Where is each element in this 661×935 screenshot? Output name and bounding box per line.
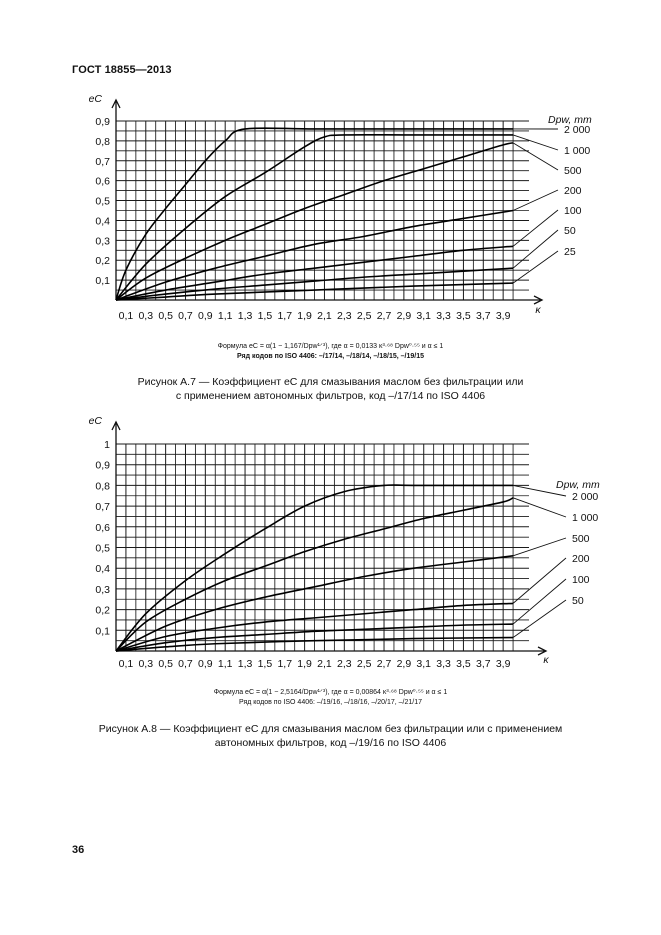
- y-axis-label: eC: [88, 93, 102, 105]
- series-legend-title: Dpw, mm: [548, 114, 592, 126]
- y-tick-label: 0,4: [95, 215, 110, 228]
- x-axis-label: κ: [543, 654, 549, 666]
- x-tick-label: 3,5: [456, 310, 471, 322]
- series-label: 2 000: [572, 491, 599, 503]
- y-tick-label: 0,8: [95, 480, 110, 493]
- series-label: 1 000: [564, 145, 591, 157]
- y-tick-label: 0,9: [95, 459, 110, 472]
- x-tick-label: 3,3: [436, 310, 451, 322]
- x-tick-label: 1,1: [217, 658, 233, 670]
- x-tick-label: 0,7: [178, 658, 193, 670]
- y-tick-label: 0,7: [95, 155, 110, 168]
- y-tick-label: 0,4: [95, 563, 110, 576]
- x-tick-label: 0,9: [198, 658, 213, 670]
- x-tick-label: 2,9: [396, 310, 412, 322]
- y-tick-label: 0,7: [95, 501, 110, 514]
- y-axis-label: eC: [88, 415, 102, 427]
- x-tick-label: 2,7: [376, 658, 392, 670]
- grid-2: [116, 444, 529, 651]
- series-label: 2 000: [564, 124, 591, 136]
- series-legend-title: Dpw, mm: [556, 479, 600, 491]
- y-tick-label: 0,5: [95, 542, 110, 555]
- y-tick-label: 1: [104, 439, 110, 451]
- y-tick-label: 0,1: [95, 625, 110, 638]
- series-label: 100: [564, 205, 582, 217]
- leader-line: [513, 600, 566, 638]
- x-tick-label: 1,9: [297, 310, 312, 322]
- x-tick-label: 0,7: [178, 310, 193, 322]
- series-label: 25: [564, 246, 576, 258]
- x-tick-label: 1,5: [257, 658, 273, 670]
- x-tick-label: 3,7: [475, 658, 491, 670]
- x-tick-label: 2,9: [396, 658, 412, 670]
- x-tick-label: 3,1: [416, 658, 432, 670]
- x-tick-label: 1,3: [237, 310, 253, 322]
- series-label: 1 000: [572, 512, 599, 524]
- x-tick-label: 2,3: [337, 658, 352, 670]
- x-tick-label: 0,5: [158, 310, 173, 322]
- x-tick-label: 0,1: [118, 658, 134, 670]
- leader-line: [513, 498, 566, 517]
- x-tick-label: 0,3: [138, 658, 154, 670]
- x-tick-label: 3,5: [456, 658, 471, 670]
- y-tick-label: 0,8: [95, 135, 110, 148]
- x-tick-label: 2,7: [376, 310, 392, 322]
- caption-a7-line2: с применением автономных фильтров, код –/17/14 по ISO 4406: [175, 390, 486, 402]
- series-label: 50: [564, 225, 576, 237]
- caption-a8: [0, 722, 661, 750]
- codes-a7-line: Ряд кодов по ISO 4406: –/17/14, –/18/14, –/18/15, –/19/15: [236, 353, 424, 360]
- y-tick-label: 0,6: [95, 175, 110, 188]
- series-label: 200: [564, 185, 582, 197]
- formula-a8: [0, 688, 661, 708]
- series-label: 200: [572, 553, 590, 565]
- y-tick-label: 0,9: [95, 116, 110, 128]
- x-tick-label: 1,9: [297, 658, 312, 670]
- x-tick-label: 3,1: [416, 310, 432, 322]
- caption-a7-line1: Рисунок А.7 — Коэффициент eC для смазывания маслом без фильтрации или: [137, 376, 524, 388]
- formula-a7-line: Формула eC = α(1 − 1,167/Dpw¹ᐟ³), где α = 0,0133 κ³·⁶⁸ Dpw⁰·⁵⁵ и α ≤ 1: [217, 343, 444, 350]
- x-tick-label: 0,3: [138, 310, 154, 322]
- x-tick-label: 2,3: [337, 310, 352, 322]
- x-axis-label: κ: [535, 304, 541, 316]
- x-tick-label: 1,3: [237, 658, 253, 670]
- codes-a8-line: Ряд кодов по ISO 4406: –/19/16, –/18/16, –/20/17, –/21/17: [239, 699, 422, 706]
- x-tick-label: 2,5: [356, 310, 372, 322]
- x-tick-label: 2,1: [317, 310, 332, 322]
- x-tick-label: 3,7: [475, 310, 491, 322]
- y-tick-label: 0,6: [95, 521, 110, 534]
- x-tick-label: 3,9: [495, 310, 511, 322]
- x-tick-label: 1,7: [277, 310, 293, 322]
- page-number: 36: [72, 844, 85, 856]
- x-tick-label: 2,1: [317, 658, 332, 670]
- series-label: 100: [572, 574, 590, 586]
- formula-a8-line: Формула eC = α(1 − 2,5164/Dpw¹ᐟ³), где α = 0,00864 κ³·⁶⁸ Dpw⁰·⁵⁵ и α ≤ 1: [213, 689, 448, 696]
- x-tick-label: 0,9: [198, 310, 213, 322]
- leader-line: [513, 538, 566, 556]
- x-tick-label: 0,5: [158, 658, 173, 670]
- y-tick-label: 0,5: [95, 195, 110, 208]
- y-tick-label: 0,3: [95, 583, 110, 596]
- x-tick-label: 2,5: [356, 658, 372, 670]
- x-tick-label: 3,9: [495, 658, 511, 670]
- caption-a8-line1: Рисунок А.8 — Коэффициент eC для смазывания маслом без фильтрации или с применением: [98, 723, 563, 735]
- y-tick-label: 0,1: [95, 275, 110, 288]
- y-tick-label: 0,2: [95, 255, 110, 268]
- x-tick-label: 3,3: [436, 658, 451, 670]
- series-label: 500: [572, 533, 590, 545]
- x-tick-label: 1,5: [257, 310, 273, 322]
- leader-line: [513, 579, 566, 624]
- x-tick-label: 0,1: [118, 310, 134, 322]
- series-label: 500: [564, 165, 582, 177]
- leader-line: [513, 558, 566, 603]
- y-tick-label: 0,3: [95, 235, 110, 248]
- document-header: ГОСТ 18855—2013: [72, 64, 172, 76]
- series-label: 50: [572, 595, 584, 607]
- x-tick-label: 1,1: [217, 310, 233, 322]
- caption-a8-line2: автономных фильтров, код –/19/16 по ISO 4406: [214, 737, 447, 749]
- y-tick-label: 0,2: [95, 604, 110, 617]
- x-tick-label: 1,7: [277, 658, 293, 670]
